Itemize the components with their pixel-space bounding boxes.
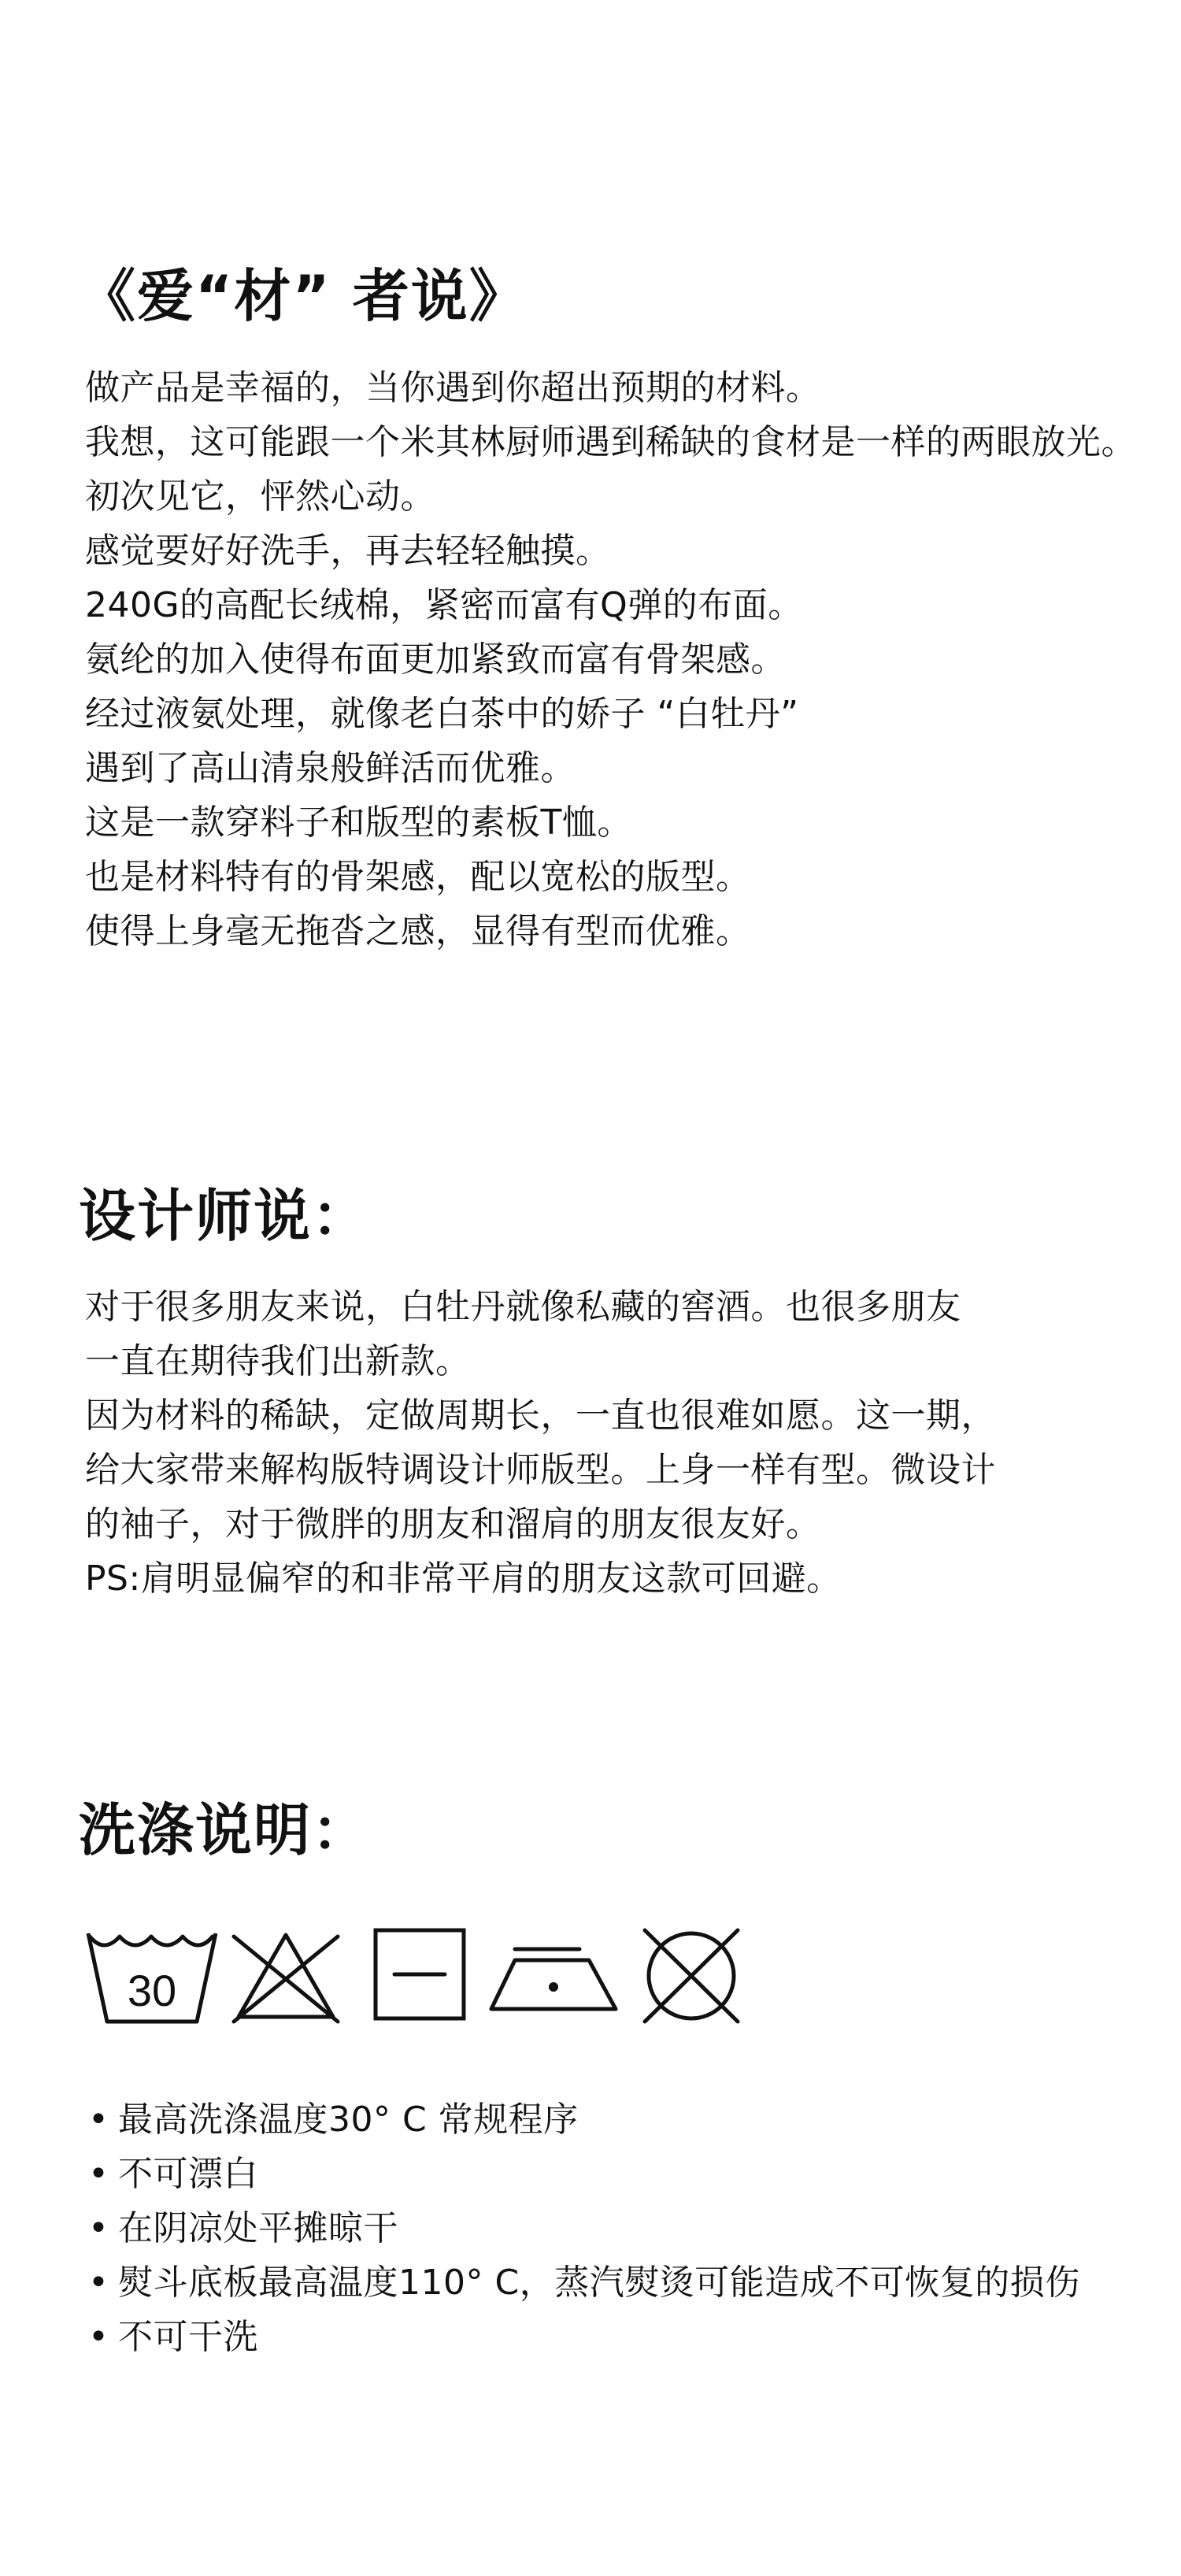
text-line: 一直在期待我们出新款。 <box>85 1341 471 1381</box>
bullet: • <box>88 2263 109 2303</box>
text-line: 使得上身毫无拖沓之感，显得有型而优雅。 <box>85 911 751 951</box>
iron-icon <box>487 1926 620 2028</box>
care-symbols <box>85 1926 746 2028</box>
section-title-material: 《爱“材” 者说》 <box>79 263 528 329</box>
list-item <box>79 2092 1080 2147</box>
bullet: • <box>88 2100 109 2140</box>
text-line: 遇到了高山清泉般鲜活而优雅。 <box>85 748 576 788</box>
material-description <box>85 361 1136 958</box>
list-item <box>79 2201 1080 2255</box>
text-line: 这是一款穿料子和版型的素板T恤。 <box>85 802 632 843</box>
list-item <box>79 2310 1080 2364</box>
text-line: 我想，这可能跟一个米其林厨师遇到稀缺的食材是一样的两眼放光。 <box>85 422 1136 462</box>
bullet: • <box>88 2154 109 2194</box>
designer-description <box>85 1280 996 1606</box>
list-item-text: 不可漂白 <box>118 2154 258 2194</box>
list-item-text: 最高洗涤温度30° C 常规程序 <box>118 2100 579 2140</box>
text-line: 对于很多朋友来说，白牡丹就像私藏的窖酒。也很多朋友 <box>85 1287 961 1327</box>
text-line: 因为材料的稀缺，定做周期长，一直也很难如愿。这一期， <box>85 1395 996 1436</box>
text-line: 经过液氨处理，就像老白茶中的娇子 “白牡丹” <box>85 694 799 734</box>
text-line: 给大家带来解构版特调设计师版型。上身一样有型。微设计 <box>85 1450 996 1490</box>
no-bleach-icon <box>231 1926 341 2028</box>
text-line: 初次见它，怦然心动。 <box>85 476 435 517</box>
bullet: • <box>88 2208 109 2248</box>
list-item-text: 不可干洗 <box>118 2317 258 2357</box>
list-item <box>79 2255 1080 2310</box>
care-instructions-list <box>79 2092 1080 2364</box>
list-item <box>79 2147 1080 2201</box>
dry-flat-icon <box>372 1926 467 2028</box>
text-line: 感觉要好好洗手，再去轻轻触摸。 <box>85 531 611 571</box>
text-line: 的袖子，对于微胖的朋友和溜肩的朋友很友好。 <box>85 1504 821 1544</box>
text-line: 氨纶的加入使得布面更加紧致而富有骨架感。 <box>85 639 786 680</box>
wash-temp-label: 30 <box>127 1966 177 2015</box>
text-line: PS:肩明显偏窄的和非常平肩的朋友这款可回避。 <box>85 1559 842 1599</box>
wash-30-icon <box>85 1926 219 2028</box>
section-title-care: 洗涤说明： <box>79 1797 371 1863</box>
text-line: 做产品是幸福的，当你遇到你超出预期的材料。 <box>85 368 821 408</box>
bullet: • <box>88 2317 109 2357</box>
no-dry-clean-icon <box>640 1926 742 2028</box>
text-line: 也是材料特有的骨架感，配以宽松的版型。 <box>85 857 751 897</box>
text-line: 240G的高配长绒棉，紧密而富有Q弹的布面。 <box>85 585 803 625</box>
section-title-designer: 设计师说： <box>79 1183 371 1249</box>
list-item-text: 熨斗底板最高温度110° C，蒸汽熨烫可能造成不可恢复的损伤 <box>118 2263 1080 2303</box>
list-item-text: 在阴凉处平摊晾干 <box>118 2208 398 2248</box>
